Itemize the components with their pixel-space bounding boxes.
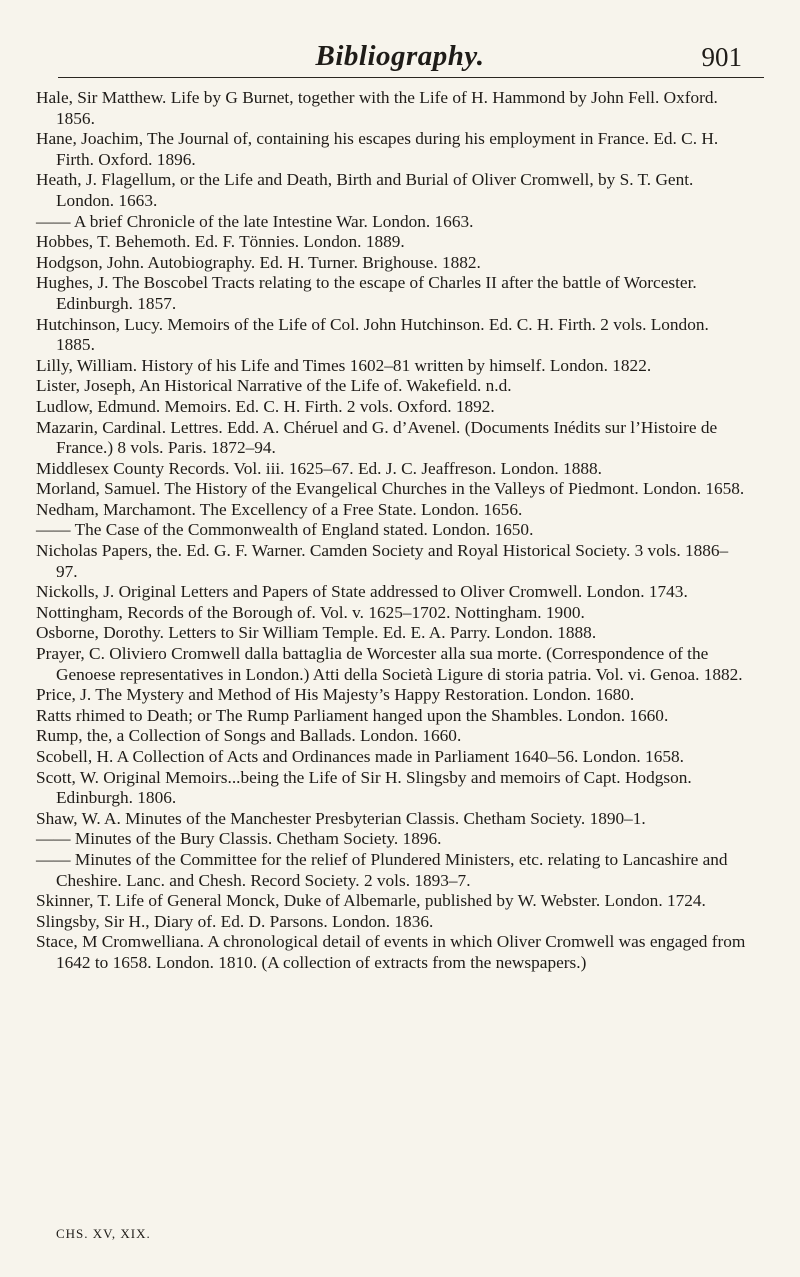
bibliography-entry: Hutchinson, Lucy. Memoirs of the Life of Col. John Hutchinson. Ed. C. H. Firth. 2 vols. London. 1885. <box>36 314 709 355</box>
bibliography-entry: Lilly, William. History of his Life and Times 1602–81 written by himself. London. 1822. <box>36 355 652 375</box>
bibliography-entry: Lister, Joseph, An Historical Narrative of the Life of. Wakefield. n.d. <box>36 376 512 396</box>
header-rule <box>58 77 764 78</box>
bibliography-entry: Scobell, H. A Collection of Acts and Ordinances made in Parliament 1640–56. London. 1658. <box>36 747 684 766</box>
bibliography-entry: Price, J. The Mystery and Method of His Majesty’s Happy Restoration. London. 1680. <box>36 685 635 705</box>
footer-signature: CHS. XV, XIX. <box>56 1226 151 1241</box>
bibliography-entry: —— Minutes of the Bury Classis. Chetham Society. 1896. <box>36 829 442 849</box>
bibliography-entry: Heath, J. Flagellum, or the Life and Death, Birth and Burial of Oliver Cromwell, by S. T. Gent. London. 1663. <box>36 170 694 210</box>
bibliography-entry: Scott, W. Original Memoirs...being the Life of Sir H. Slingsby and memoirs of Capt. Hodgson. Edinburgh. 1806. <box>36 767 692 808</box>
bibliography-entry: Shaw, W. A. Minutes of the Manchester Presbyterian Classis. Chetham Society. 1890–1. <box>36 808 646 828</box>
bibliography-entry: Stace, M Cromwelliana. A chronological detail of events in which Oliver Cromwell was engaged from 1642 to 1658. London. 1810. (A collection of extracts from the newspapers.) <box>36 932 746 972</box>
bibliography-entry: Ludlow, Edmund. Memoirs. Ed. C. H. Firth. 2 vols. Oxford. 1892. <box>36 396 495 416</box>
page-number: 901 <box>701 42 742 72</box>
bibliography-entry: Nottingham, Records of the Borough of. Vol. v. 1625–1702. Nottingham. 1900. <box>36 602 585 622</box>
bibliography-entry: Nicholas Papers, the. Ed. G. F. Warner. Camden Society and Royal Historical Society. 3 vols. 1886–97. <box>36 541 729 581</box>
bibliography-entry: Ratts rhimed to Death; or The Rump Parliament hanged upon the Shambles. London. 1660. <box>36 705 669 725</box>
bibliography-entry: Nickolls, J. Original Letters and Papers of State addressed to Oliver Cromwell. London. 1743. <box>36 582 688 602</box>
bibliography-entry: Hale, Sir Matthew. Life by G Burnet, together with the Life of H. Hammond by John Fell. Oxford. 1856. <box>36 88 718 128</box>
running-title: Bibliography. <box>315 40 485 72</box>
bibliography-entry: Middlesex County Records. Vol. iii. 1625–67. Ed. J. C. Jeaffreson. London. 1888. <box>36 458 602 478</box>
bibliography-entry: Hobbes, T. Behemoth. Ed. F. Tönnies. London. 1889. <box>36 232 405 252</box>
bibliography-entry: Skinner, T. Life of General Monck, Duke of Albemarle, published by W. Webster. London. 1724. <box>36 891 706 911</box>
bibliography-entry: —— Minutes of the Committee for the relief of Plundered Ministers, etc. relating to Lancashire and Cheshire. Lanc. and Chesh. Record Society. 2 vols. 1893–7. <box>36 849 728 890</box>
bibliography-entry: Nedham, Marchamont. The Excellency of a Free State. London. 1656. <box>36 499 523 519</box>
bibliography-list <box>36 88 748 974</box>
bibliography-entry: Morland, Samuel. The History of the Evangelical Churches in the Valleys of Piedmont. London. 1658. <box>36 479 745 499</box>
bibliography-entry: Osborne, Dorothy. Letters to Sir William Temple. Ed. E. A. Parry. London. 1888. <box>36 623 597 643</box>
bibliography-entry: —— The Case of the Commonwealth of England stated. London. 1650. <box>36 520 534 540</box>
bibliography-entry: —— A brief Chronicle of the late Intestine War. London. 1663. <box>36 211 474 231</box>
bibliography-entry: Prayer, C. Oliviero Cromwell dalla battaglia de Worcester alla sua morte. (Correspondence of the Genoese representatives in London.) Atti della Società Ligure di storia patria. Vol. vi. Genoa. 1882. <box>36 644 743 684</box>
bibliography-entry: Mazarin, Cardinal. Lettres. Edd. A. Chéruel and G. d’Avenel. (Documents Inédits sur l’Histoire de France.) 8 vols. Paris. 1872–94. <box>36 417 718 458</box>
bibliography-entry: Hughes, J. The Boscobel Tracts relating to the escape of Charles II after the battle of Worcester. Edinburgh. 1857. <box>36 273 697 313</box>
bibliography-entry: Hane, Joachim, The Journal of, containing his escapes during his employment in France. Ed. C. H. Firth. Oxford. 1896. <box>36 129 719 169</box>
bibliography-entry: Slingsby, Sir H., Diary of. Ed. D. Parsons. London. 1836. <box>36 911 434 931</box>
bibliography-entry: Hodgson, John. Autobiography. Ed. H. Turner. Brighouse. 1882. <box>36 252 481 272</box>
bibliography-entry: Rump, the, a Collection of Songs and Ballads. London. 1660. <box>36 726 462 746</box>
page-header <box>0 20 800 80</box>
